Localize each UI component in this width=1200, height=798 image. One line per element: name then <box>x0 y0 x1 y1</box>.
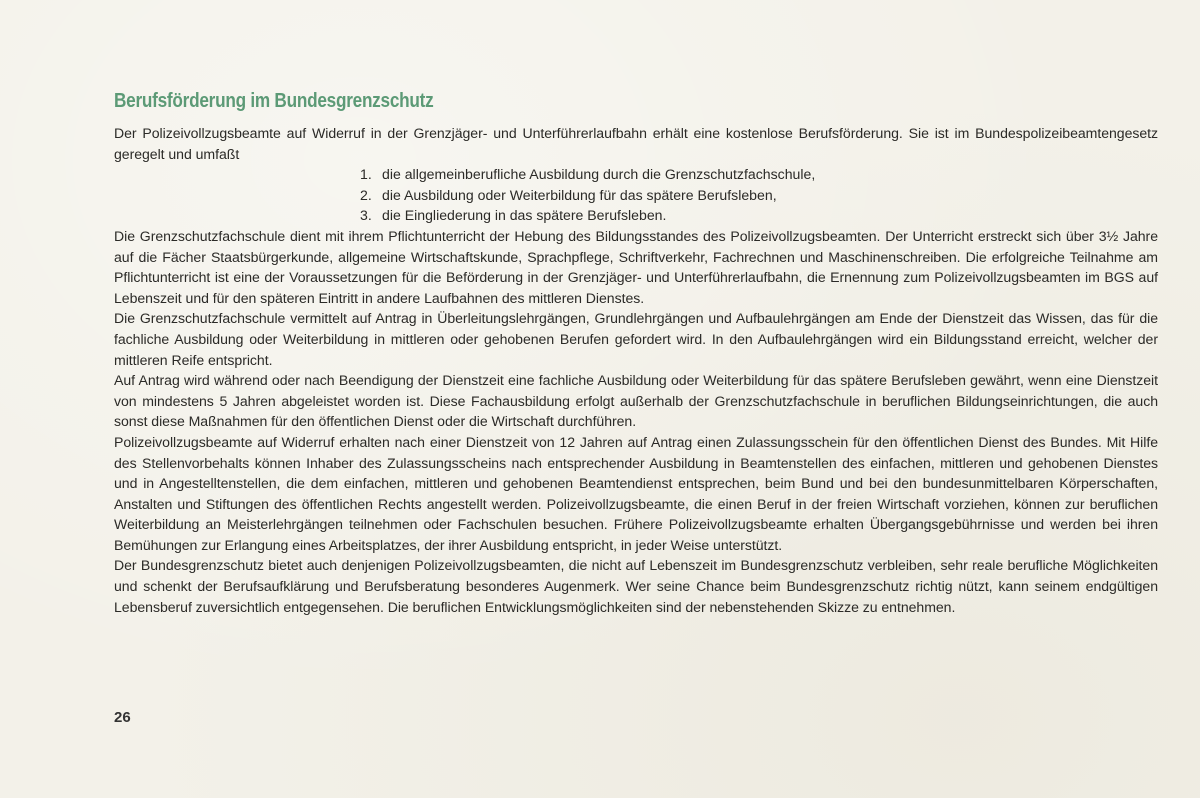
numbered-list <box>114 164 1158 226</box>
page-heading: Berufsförderung im Bundesgrenzschutz <box>114 90 434 112</box>
list-item-text: die Ausbildung oder Weiterbildung für das spätere Berufsleben, <box>382 186 777 203</box>
page-number: 26 <box>114 709 131 726</box>
list-item-number: 2. <box>360 186 372 203</box>
list-item <box>360 164 1158 185</box>
intro-paragraph: Der Polizeivollzugsbeamte auf Widerruf in der Grenzjäger- und Unterführerlaufbahn erhält eine kostenlose Berufsförderung. Sie ist im Bundespolizeibeamtengesetz geregelt und umfaßt <box>114 125 1158 162</box>
list-item-number: 1. <box>360 166 372 183</box>
paragraph-berufsberatung: Der Bundesgrenzschutz bietet auch denjenigen Polizeivollzugsbeamten, die nicht auf Lebenszeit im Bundesgrenzschutz verbleiben, sehr reale berufliche Möglichkeiten und schenkt der Berufsaufklärung und Berufsberatung besonderes Augenmerk. Wer seine Chance beim Bundesgrenzschutz richtig nützt, kann seinem endgültigen Lebensberuf zuversichtlich entgegensehen. Die beruflichen Entwicklungsmöglichkeiten sind der nebenstehenden Skizze zu entnehmen. <box>114 557 1158 615</box>
list-item-text: die allgemeinberufliche Ausbildung durch die Grenzschutzfachschule, <box>382 166 816 183</box>
list-item-text: die Eingliederung in das spätere Berufsleben. <box>382 207 667 224</box>
list-item <box>360 185 1158 206</box>
page-content <box>114 88 1158 617</box>
paragraph-fachschule-pflichtunterricht: Die Grenzschutzfachschule dient mit ihrem Pflichtunterricht der Hebung des Bildungsstandes des Polizeivollzugsbeamten. Der Unterricht erstreckt sich über 3½ Jahre auf die Fächer Staatsbürgerkunde, allgemeine Wirtschaftskunde, Sprachpflege, Schriftverkehr, Fachrechnen und Maschinenschreiben. Die erfolgreiche Teilnahme am Pflichtunterricht ist eine der Voraussetzungen für die Beförderung in der Grenzjäger- und Unterführerlaufbahn, die Ernennung zum Polizeivollzugsbeamten im BGS auf Lebenszeit und für den späteren Eintritt in andere Laufbahnen des mittleren Dienstes. <box>114 227 1158 306</box>
list-item-number: 3. <box>360 207 372 224</box>
list-item <box>360 205 1158 226</box>
paragraph-fachschule-lehrgaenge: Die Grenzschutzfachschule vermittelt auf Antrag in Überleitungslehrgängen, Grundlehrgängen und Aufbaulehrgängen am Ende der Dienstzeit das Wissen, das für die fachliche Ausbildung oder Weiterbildung in mittleren oder gehobenen Berufen gefordert wird. In den Aufbaulehrgängen wird ein Bildungsstand erreicht, welcher der mittleren Reife entspricht. <box>114 310 1158 368</box>
paragraph-zulassungsschein: Polizeivollzugsbeamte auf Widerruf erhalten nach einer Dienstzeit von 12 Jahren auf Antrag einen Zulassungsschein für den öffentlichen Dienst des Bundes. Mit Hilfe des Stellenvorbehalts können Inhaber des Zulassungsscheins nach entsprechender Ausbildung in Beamtenstellen des einfachen, mittleren und gehobenen Dienstes und in Angestelltenstellen, die dem einfachen, mittleren und gehobenen Beamtendienst entsprechen, beim Bund und bei den bundesunmittelbaren Körperschaften, Anstalten und Stiftungen des öffentlichen Rechts angestellt werden. Polizeivollzugsbeamte, die einen Beruf in der freien Wirtschaft vorziehen, können zur beruflichen Weiterbildung an Meisterlehrgängen teilnehmen oder Fachschulen besuchen. Frühere Polizeivollzugsbeamte erhalten Übergangsgebührnisse und werden bei ihren Bemühungen zur Erlangung eines Arbeitsplatzes, der ihrer Ausbildung entspricht, in jeder Weise unterstützt. <box>114 433 1158 553</box>
paragraph-fachausbildung: Auf Antrag wird während oder nach Beendigung der Dienstzeit eine fachliche Ausbildung oder Weiterbildung für das spätere Berufsleben gewährt, wenn eine Dienstzeit von mindestens 5 Jahren abgeleistet worden ist. Diese Fachausbildung erfolgt außerhalb der Grenzschutzfachschule in beruflichen Bildungseinrichtungen, die auch sonst diese Maßnahmen für den öffentlichen Dienst oder die Wirtschaft durchführen. <box>114 372 1158 430</box>
